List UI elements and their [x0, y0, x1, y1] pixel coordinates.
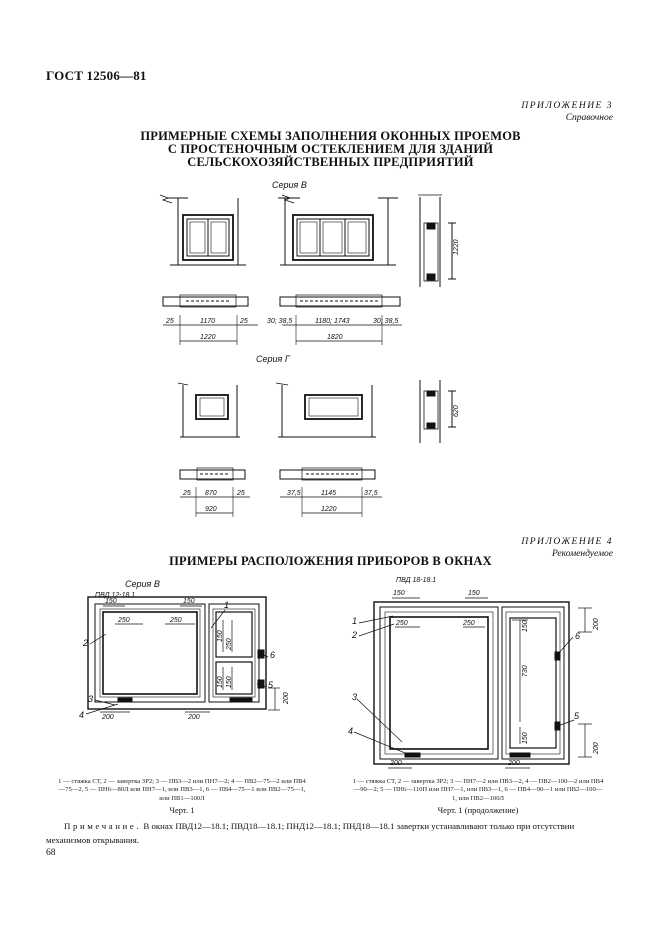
series-v-label: Серия В: [272, 180, 307, 190]
fig-left-callout-5: 5: [268, 680, 274, 690]
series-v-elevation-left: [160, 195, 246, 265]
fig-left-chert: Черт. 1: [169, 805, 195, 815]
series-v-section-dim: 1220: [453, 239, 460, 255]
series-g-dim-3: 25: [237, 490, 245, 497]
fig-left-callout-2: 2: [83, 638, 89, 648]
fig-right-callout-5: 5: [574, 711, 580, 721]
fig-left-dim-2: 150: [183, 598, 195, 605]
fig-left-dim-8: 250: [226, 638, 233, 650]
fig-right-dim-1: 150: [393, 590, 405, 597]
fig-right-callout-4: 4: [348, 726, 354, 736]
fig-left-dim-1: 150: [105, 598, 117, 605]
fig-right-dim-3: 250: [396, 620, 408, 627]
fig-left-callout-4: 4: [79, 710, 85, 720]
fig-right-callout-1: 1: [352, 616, 358, 626]
fig-right-callout-2: 2: [352, 630, 358, 640]
series-g-dim-5: 37,5: [287, 490, 301, 497]
fig-left-callout-1: 1: [224, 600, 230, 610]
fig-left-dim-6: 200: [188, 714, 200, 721]
series-v-dim-2: 1170: [200, 318, 216, 325]
fig-left-dim-5: 200: [102, 714, 114, 721]
window-schemes-drawing: [0, 175, 661, 525]
appendix-3-title: ПРИЛОЖЕНИЕ 3: [521, 101, 613, 111]
series-v-dim-5: 30; 38,5: [267, 318, 293, 325]
series-v-dim-3: 25: [240, 318, 248, 325]
fig-right-dim-6: 200: [508, 760, 520, 767]
note-paragraph: [46, 819, 615, 847]
fig-left-dim-7: 200: [283, 692, 290, 704]
series-v-dim-4: 1220: [200, 334, 216, 341]
series-g-elevations: [178, 383, 376, 437]
fig-right-dim-5: 200: [390, 760, 402, 767]
fig-right-chert: Черт. 1 (продолжение): [437, 805, 519, 815]
appendix-4-title: ПРИЛОЖЕНИЕ 4: [521, 537, 613, 547]
section-title-1-line-3: СЕЛЬСКОХОЗЯЙСТВЕННЫХ ПРЕДПРИЯТИЙ: [187, 155, 474, 169]
section-title-1-line-2: С ПРОСТЕНОЧНЫМ ОСТЕКЛЕНИЕМ ДЛЯ ЗДАНИЙ: [167, 142, 494, 156]
fig-right-callout-3: 3: [352, 692, 358, 702]
series-g-dim-8: 1220: [321, 506, 337, 513]
series-g-dim-2: 870: [205, 490, 217, 497]
appendix-3-label: [521, 100, 613, 124]
document-header: ГОСТ 12506—81: [46, 68, 147, 83]
fig-left-caption: 1 — стяжка СТ, 2 — завертка ЗР2; 3 — ПВ3—2 или ПН7—2; 4 — ПВ2—75—2 или ПВ4—75—2, 5 — ПН6—80Л или ПН7—1, или ПВ3—1, 6 — ПВ4—75—1 или ПВ2—75—1, или ПВ1—100Л: [58, 778, 306, 802]
series-g-dim-4: 920: [205, 506, 217, 513]
note-label: Примечание.: [64, 821, 142, 831]
fig-left-dim-11: 150: [226, 676, 233, 688]
fig-left-dim-10: 150: [217, 676, 224, 688]
page-number: 68: [46, 848, 56, 858]
fig-left-dim-3: 250: [118, 617, 130, 624]
fig-right-callout-6: 6: [575, 631, 581, 641]
fig-left-callout-3: 3: [88, 694, 94, 704]
series-v-dim-6: 1180; 1743: [315, 318, 350, 325]
fig-left-dim-4: 250: [170, 617, 182, 624]
series-v-elevation-right: [278, 195, 398, 265]
appendix-3-type: Справочное: [565, 113, 613, 123]
appendix-4-type: Рекомендуемое: [551, 549, 613, 559]
series-g-dim-7: 37,5: [364, 490, 378, 497]
section-title-2: ПРИМЕРЫ РАСПОЛОЖЕНИЯ ПРИБОРОВ В ОКНАХ: [169, 554, 492, 568]
fig-right-dim-10: 150: [522, 620, 529, 632]
fig-right-code: ПВД 18-18.1: [396, 577, 437, 584]
fig-left-series: Серия В: [125, 579, 160, 589]
fig-right-caption: 1 — стяжка СТ, 2 — завертка ЗР2; 3 — ПН7—2 или ПВ3—2, 4 — ПВ2—100—2 или ПВ4—90—2; 5 — ПН6—110П или ПН7—1, или ПВ3—1, 6 — ПВ4—90—1 или ПВ2—100—1, или ПВ2—100Л: [352, 778, 604, 802]
series-g-dim-6: 1145: [321, 490, 337, 497]
series-g-label: Серия Г: [256, 354, 290, 364]
fig-left-code: ПВД 12-18.1: [95, 592, 136, 599]
fig-left-callout-6: 6: [270, 650, 276, 660]
fig-right-dim-11: 150: [522, 732, 529, 744]
fig-left-dim-9: 150: [217, 630, 224, 642]
device-placement-drawing: [0, 572, 661, 772]
series-v-dim-8: 1820: [327, 334, 343, 341]
series-v-dim-1: 25: [166, 318, 174, 325]
series-g-vertical-section: [420, 380, 460, 443]
series-g-dim-1: 25: [183, 490, 191, 497]
fig-left-window: [88, 597, 266, 709]
fig-right-dim-7: 200: [593, 618, 600, 630]
fig-right-dim-8: 200: [593, 742, 600, 754]
series-v-dim-7: 30; 38,5: [373, 318, 399, 325]
series-g-section-dim: 620: [453, 405, 460, 417]
note-text: В окнах ПВД12—18.1; ПВД18—18.1; ПНД12—18.1; ПНД18—18.1 завертки устанавливают только при отсутствии механизмов открывания.: [46, 821, 575, 845]
fig-right-dim-2: 150: [468, 590, 480, 597]
fig-right-dim-4: 250: [463, 620, 475, 627]
series-v-vertical-section: [418, 195, 460, 287]
section-title-1: [0, 130, 661, 169]
section-title-1-line-1: ПРИМЕРНЫЕ СХЕМЫ ЗАПОЛНЕНИЯ ОКОННЫХ ПРОЕМОВ: [140, 129, 521, 143]
fig-right-dim-9: 730: [522, 665, 529, 677]
